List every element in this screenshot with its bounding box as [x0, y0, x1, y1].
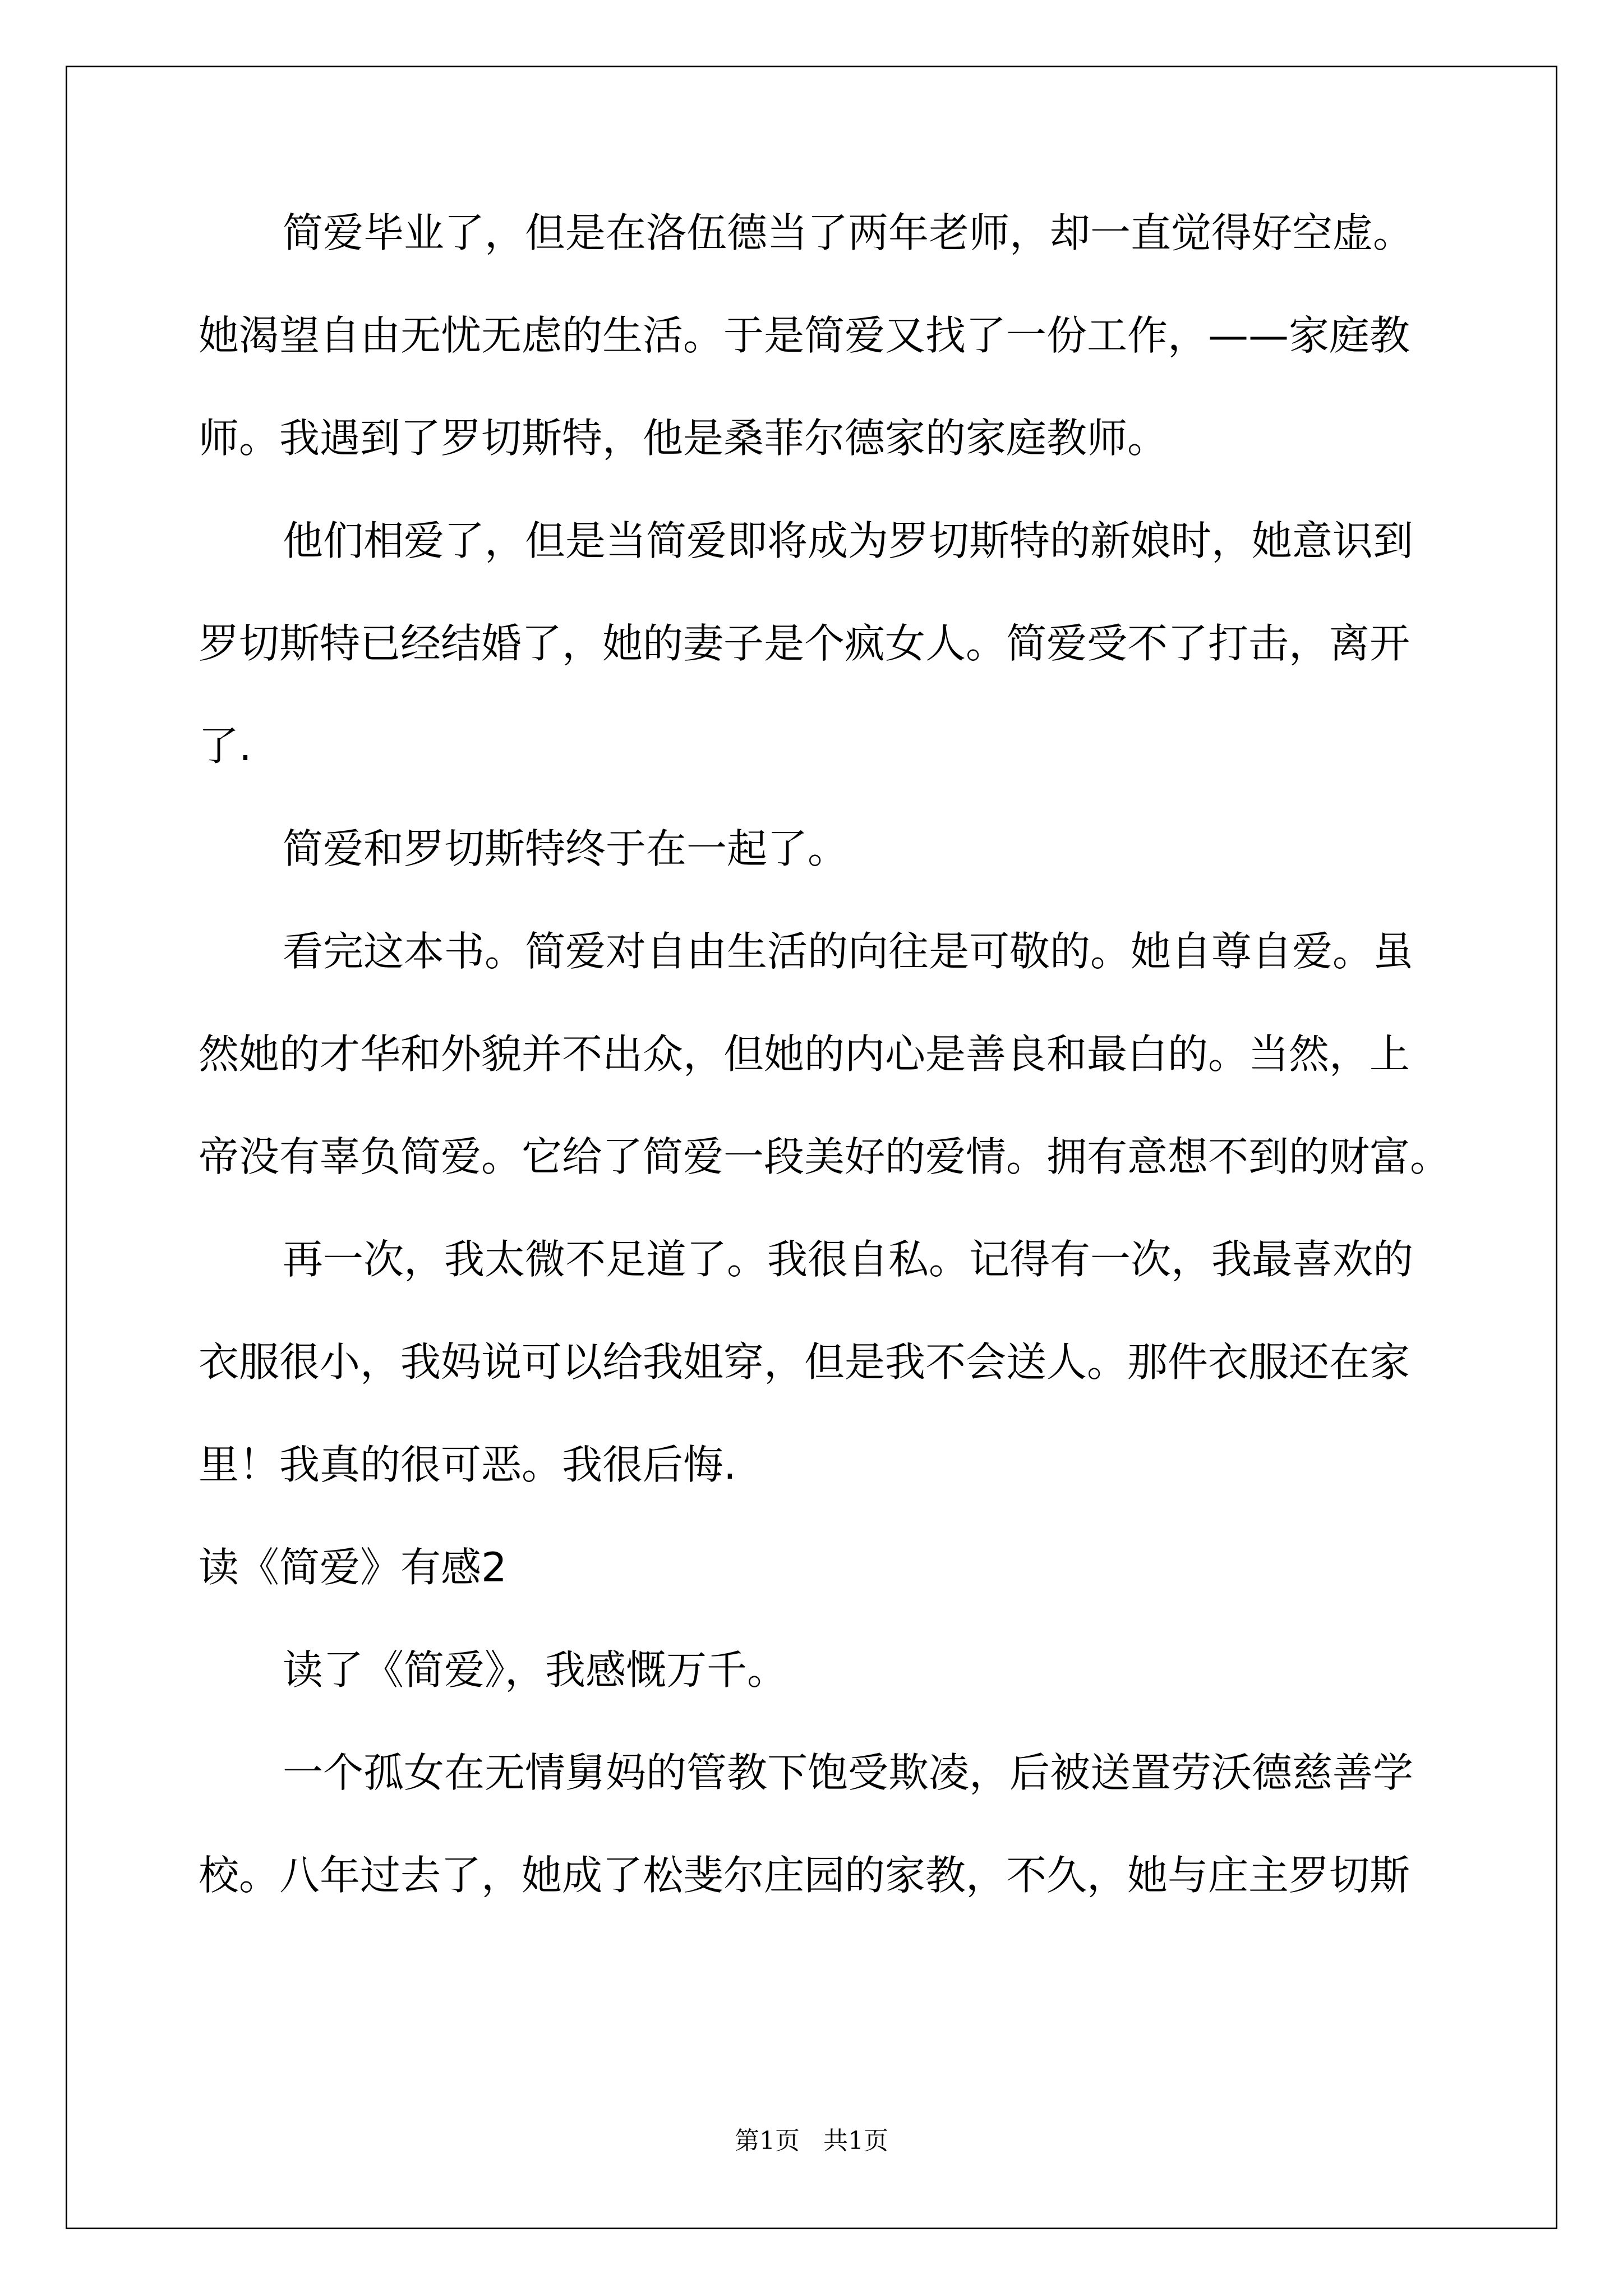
- page-footer: 第1页 共1页: [735, 2127, 888, 2155]
- paragraph-7: [199, 1722, 1432, 1927]
- text-line: 一个孤女在无情舅妈的管教下饱受欺凌，后被送置劳沃德慈善学: [283, 1749, 1414, 1796]
- text-line: 读了《简爱》，我感慨万千。: [283, 1646, 788, 1694]
- paragraph-2: [199, 490, 1432, 798]
- text-line: 再一次，我太微不足道了。我很自私。记得有一次，我最喜欢的: [283, 1236, 1414, 1283]
- text-line: 师。我遇到了罗切斯特，他是桑菲尔德家的家庭教师。: [199, 415, 1168, 462]
- text-line: 她渴望自由无忧无虑的生活。于是简爱又找了一份工作，——家庭教: [199, 312, 1410, 359]
- text-line: 校。八年过去了，她成了松斐尔庄园的家教，不久，她与庄主罗切斯: [199, 1852, 1410, 1899]
- text-line: 看完这本书。简爱对自由生活的向往是可敬的。她自尊自爱。虽: [283, 928, 1414, 975]
- text-line: 帝没有辜负简爱。它给了简爱一段美好的爱情。拥有意想不到的财富。: [199, 1133, 1451, 1180]
- paragraph-3: [199, 798, 1432, 900]
- text-line: 简爱毕业了，但是在洛伍德当了两年老师，却一直觉得好空虚。: [283, 209, 1414, 256]
- text-line: 然她的才华和外貌并不出众，但她的内心是善良和最白的。当然，上: [199, 1030, 1410, 1078]
- section-heading: [199, 1516, 1432, 1619]
- text-line: 里！我真的很可恶。我很后悔.: [199, 1441, 736, 1488]
- text-line: 他们相爱了，但是当简爱即将成为罗切斯特的新娘时，她意识到: [283, 517, 1414, 564]
- text-line: 简爱和罗切斯特终于在一起了。: [283, 825, 849, 872]
- paragraph-1: [199, 182, 1432, 490]
- paragraph-4: [199, 900, 1451, 1208]
- heading-line: 读《简爱》有感2: [199, 1544, 507, 1591]
- text-line: 了.: [199, 723, 252, 770]
- text-line: 罗切斯特已经结婚了，她的妻子是个疯女人。简爱受不了打击，离开: [199, 620, 1410, 667]
- document-body: [199, 182, 1451, 1927]
- text-line: 衣服很小，我妈说可以给我姐穿，但是我不会送人。那件衣服还在家: [199, 1338, 1410, 1386]
- paragraph-5: [199, 1208, 1432, 1516]
- paragraph-6: [199, 1619, 1432, 1722]
